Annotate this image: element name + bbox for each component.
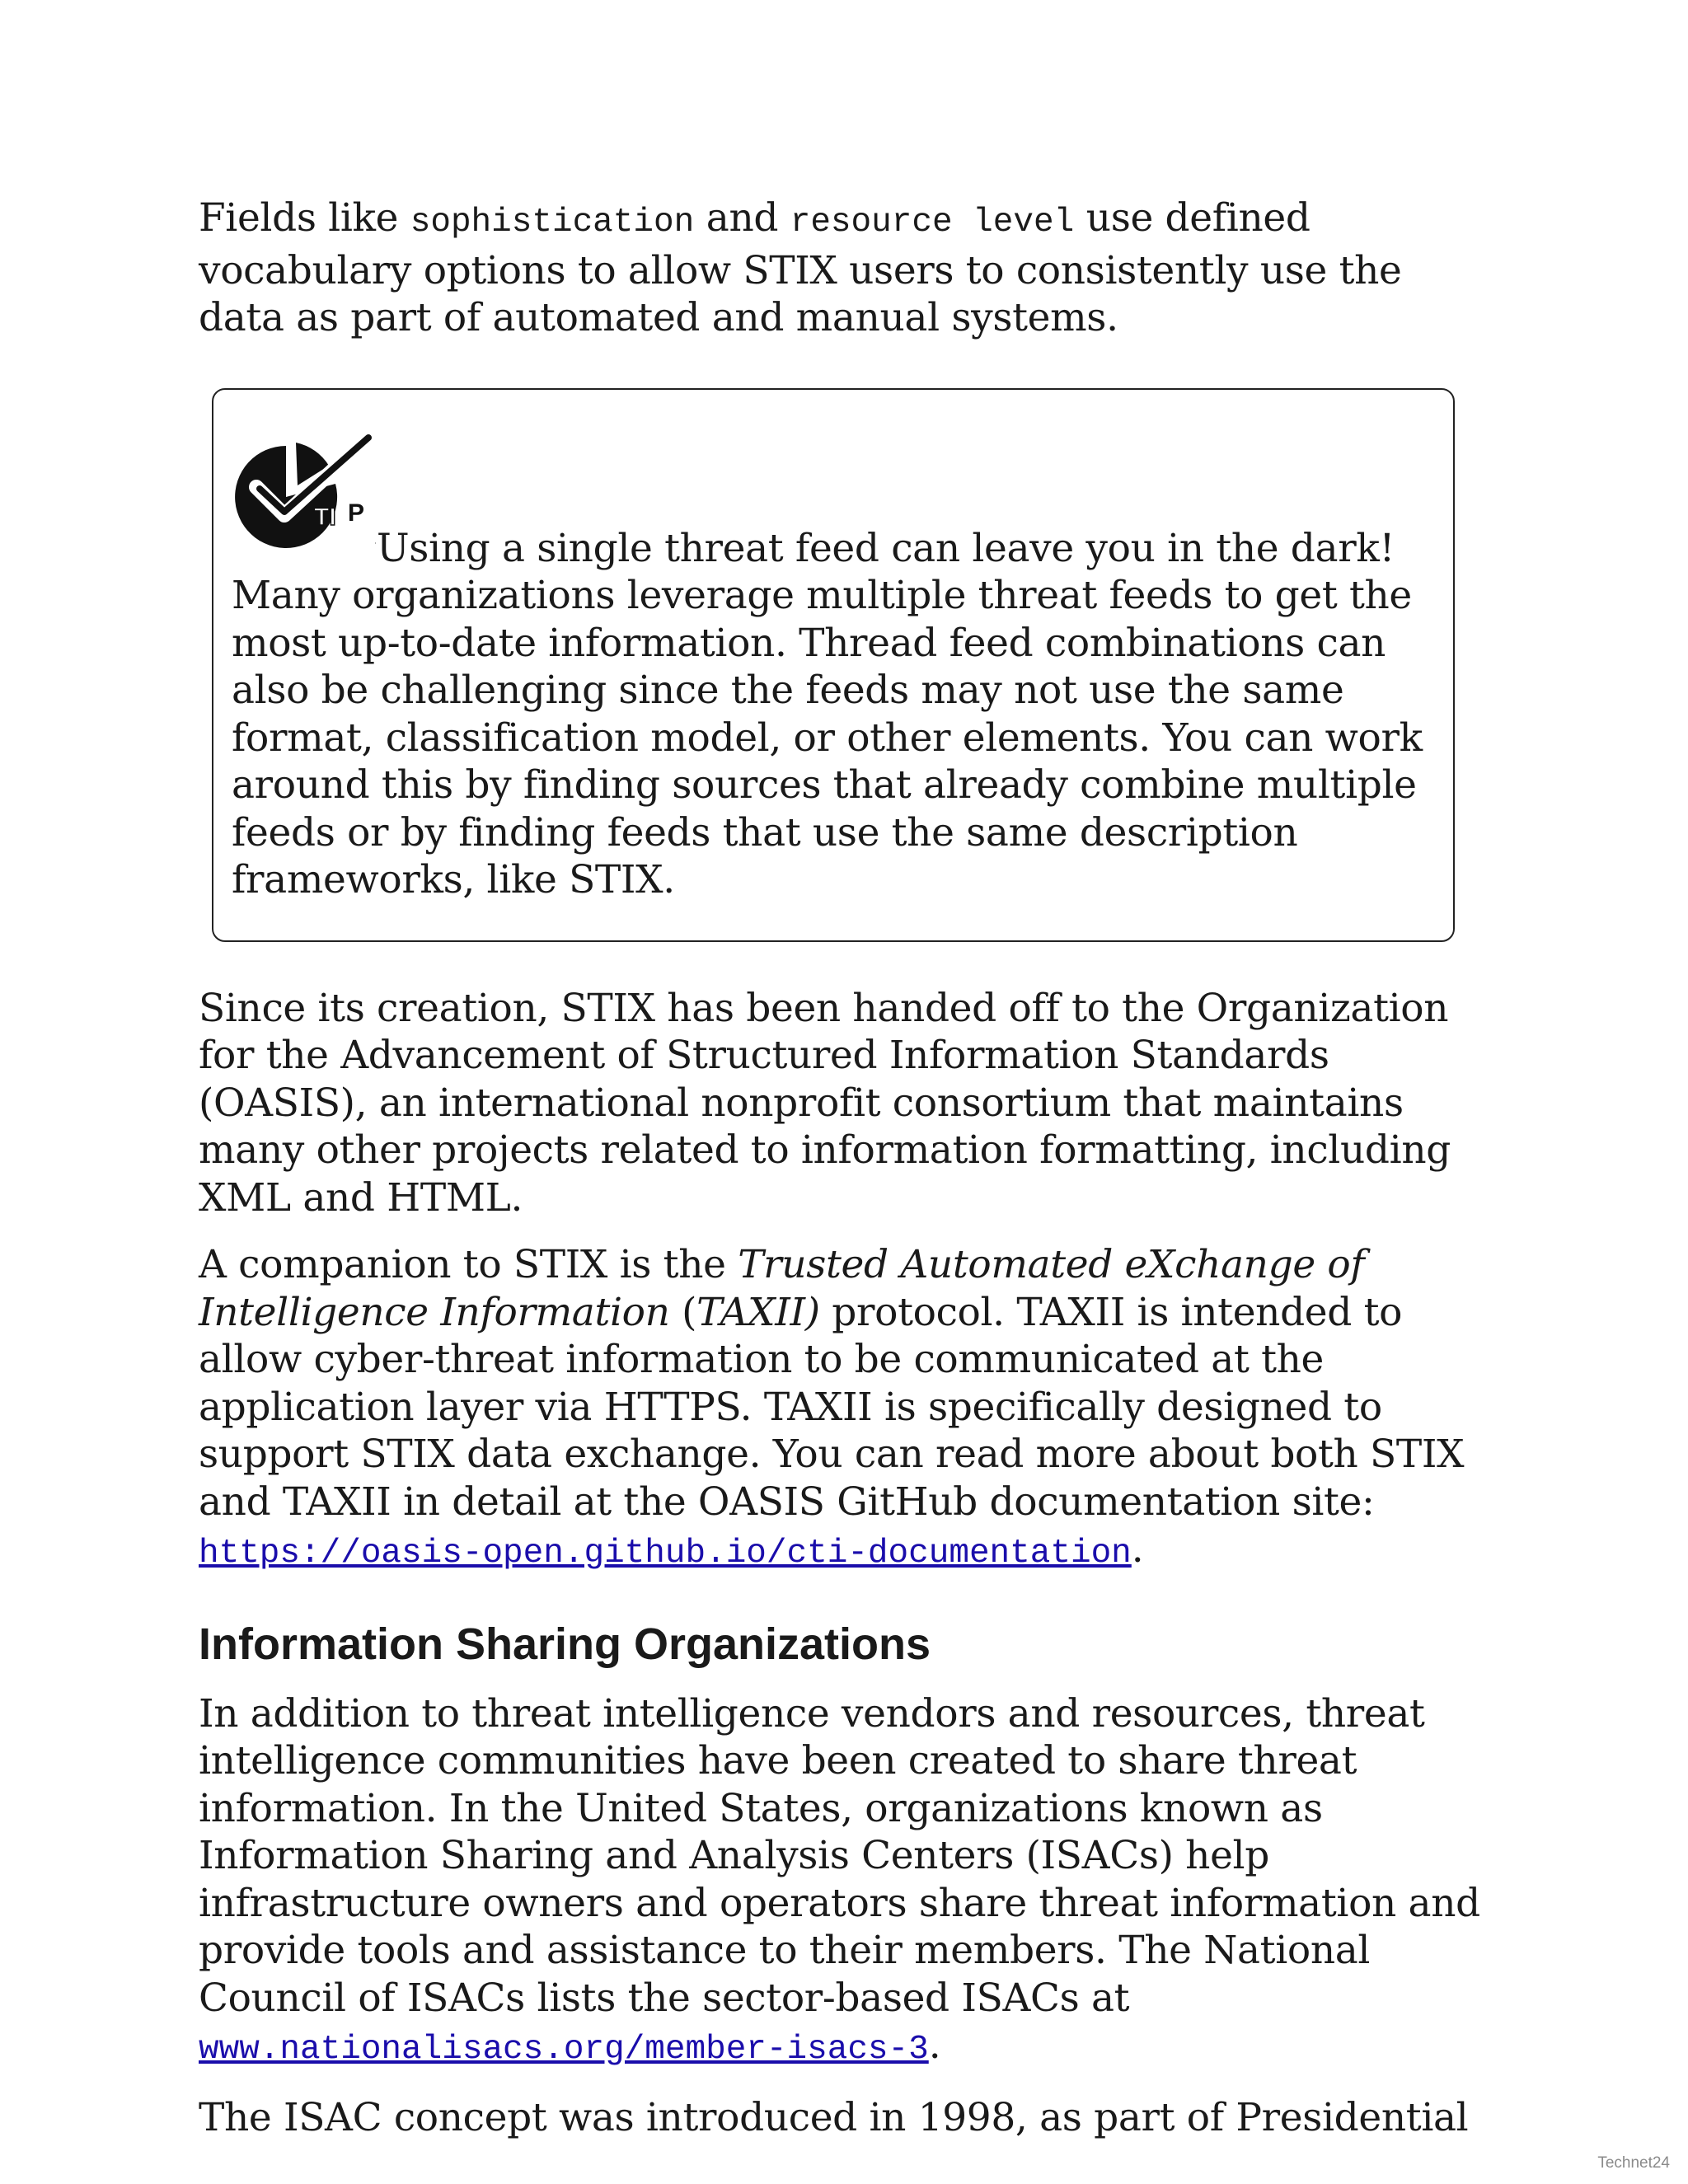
text-run: ( [669,1289,697,1335]
document-page [199,194,1493,2141]
paragraph-isac-history: The ISAC concept was introduced in 1998, as part of Presidential [199,2094,1469,2140]
code-resource-level: resource level [790,204,1075,241]
paragraph-isacs [199,1690,1493,2074]
emphasis-taxii-abbr: TAXII) [696,1289,820,1335]
oasis-documentation-link[interactable]: https://oasis-open.github.io/cti-documentation [199,1535,1132,1572]
text-run: Fields like [199,195,410,241]
text-run: . [928,2022,941,2068]
watermark: Technet24 [1597,2154,1670,2172]
text-run: and [694,195,790,241]
text-run: In addition to threat intelligence vendors and resources, threat intelligence communities have been created to share threat information. In the United States, organizations known as Information Sharing and Analysis Centers (ISACs) help infrastructure owners and operators share threat information and provide tools and assistance to their members. The National Council of ISACs lists the sector-based ISACs at [199,1690,1480,2021]
nationalisacs-link[interactable]: www.nationalisacs.org/member-isacs-3 [199,2031,929,2069]
code-sophistication: sophistication [410,204,695,241]
text-run: use defined vocabulary options to allow STIX users to consistently use the data as part of automated and manual systems. [199,195,1402,340]
svg-text:P: P [348,499,365,527]
tip-label: TI [314,503,336,531]
tip-text: Using a single threat feed can leave you in the dark! Many organizations leverage multiple threat feeds to get the most up-to-date information. Thread feed combinations can also be challenging since the feeds may not use the same format, classification model, or other elements. You can work around this by finding sources that already combine multiple feeds or by finding feeds that use the same description frameworks, like STIX. [232,525,1423,902]
tip-checkmark-icon [232,428,376,551]
paragraph-vocabulary [199,194,1493,342]
text-run: A companion to STIX is the [199,1242,738,1287]
tip-callout [212,388,1455,942]
text-run: protocol. TAXII is intended to allow cyber-threat information to be communicated at the application layer via HTTPS. TAXII is specifically designed to support STIX data exchange. You can read more about both STIX and TAXII in detail at the OASIS GitHub documentation site: [199,1289,1465,1525]
paragraph-taxii [199,1241,1493,1578]
paragraph-oasis: Since its creation, STIX has been handed off to the Organization for the Advancement of Structured Information Standards (OASIS), an international nonprofit consortium that maintains many other projects related to information formatting, including XML and HTML. [199,985,1451,1221]
tip-icon-row [232,428,1435,532]
section-heading: Information Sharing Organizations [199,1619,931,1669]
emphasis-taxii-name: Trusted Automated eXchange of Intelligence Information [199,1242,1365,1335]
text-run: . [1131,1526,1144,1572]
